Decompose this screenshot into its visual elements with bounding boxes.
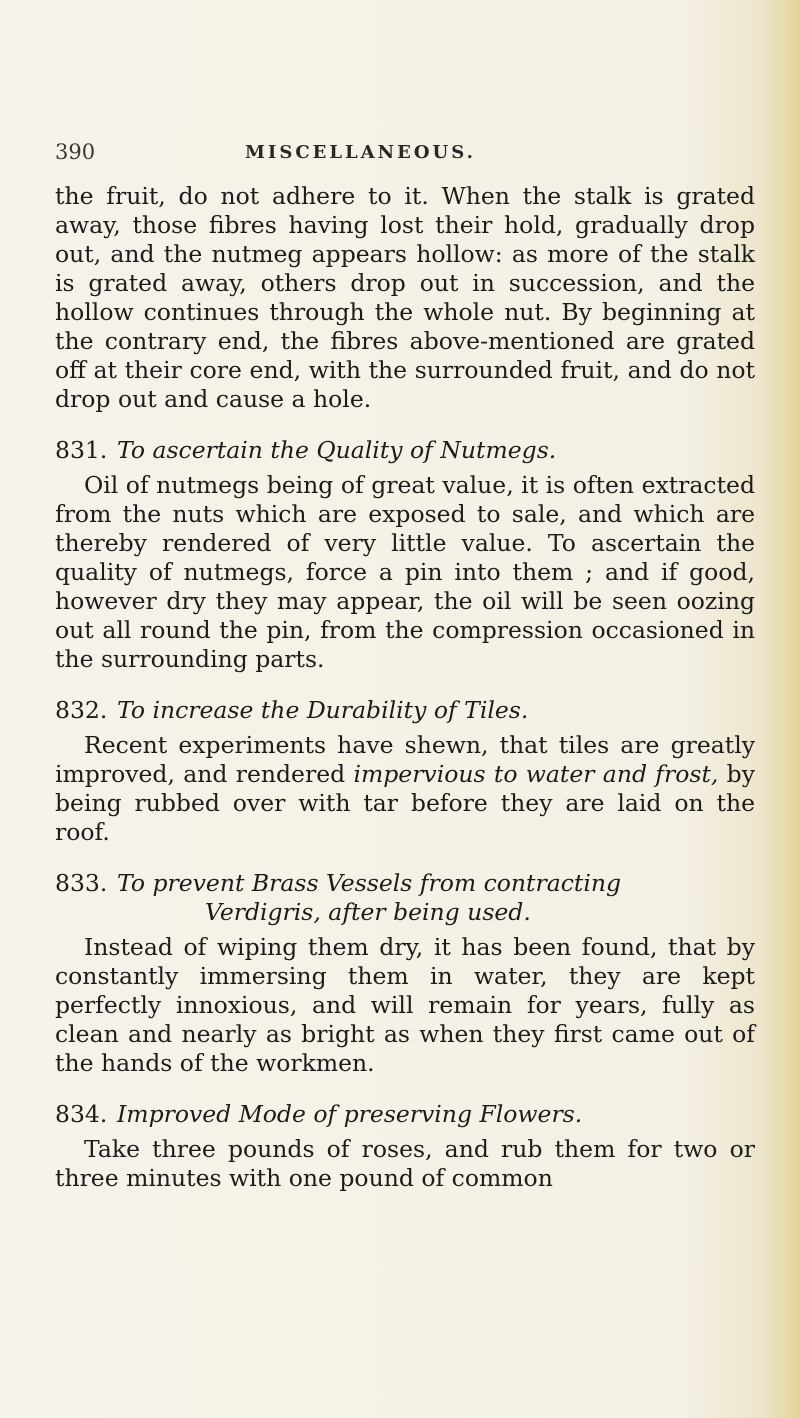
entry-heading (55, 436, 755, 465)
entry-834 (55, 1100, 755, 1193)
entry-body-italic: impervious to water and frost, (353, 760, 719, 788)
entry-831 (55, 436, 755, 674)
entry-heading (55, 1100, 755, 1129)
intro-paragraph: the fruit, do not adhere to it. When the stalk is grated away, those fibres having lost their hold, gradually drop out, and the nutmeg appears hollow: as more of the stalk is grated away, others drop out in succession, and the hollow continues through the whole nut. By beginning at the contrary end, the fibres above-mentioned are grated off at their core end, with the surrounded fruit, and do not drop out and cause a hole. (55, 182, 755, 413)
entry-832 (55, 696, 755, 847)
entry-body: Instead of wiping them dry, it has been found, that by constantly immersing them in water, they are kept perfectly innoxious, and will remain for years, fully as clean and nearly as bright as when they first came out of the hands of the workmen. (55, 933, 755, 1077)
entry-body-text-end: by being rubbed over with tar before they are laid on the roof. (55, 760, 755, 846)
entry-title: To ascertain the Quality of Nutmegs. (117, 436, 557, 464)
entry-number: 831. (55, 436, 108, 464)
running-head: MISCELLANEOUS. (245, 142, 476, 163)
entry-body (55, 731, 755, 847)
page-body (55, 182, 755, 1193)
entry-title: To prevent Brass Vessels from contracting (117, 869, 622, 897)
entry-body: Oil of nutmegs being of great value, it is often extracted from the nuts which are exposed to sale, and which are thereby rendered of very little value. To ascertain the quality of nutmegs, force a pin into them ; and if good, however dry they may appear, the oil will be seen oozing out all round the pin, from the compression occasioned in the surrounding parts. (55, 471, 755, 673)
entry-number: 834. (55, 1100, 108, 1128)
entry-body: Take three pounds of roses, and rub them for two or three minutes with one pound of common (55, 1135, 755, 1192)
entry-heading (55, 696, 755, 725)
entry-833 (55, 869, 755, 1078)
entry-title: Improved Mode of preserving Flowers. (117, 1100, 583, 1128)
page-number: 390 (55, 140, 96, 164)
entry-number: 832. (55, 696, 108, 724)
entry-heading (55, 869, 755, 927)
entry-title-continuation: Verdigris, after being used. (205, 898, 531, 926)
page-edge-discoloration (760, 0, 800, 1418)
entry-title: To increase the Durability of Tiles. (117, 696, 529, 724)
page-header (55, 140, 755, 170)
entry-number: 833. (55, 869, 108, 897)
entry-body-text: Recent experiments have shewn, that tiles are greatly improved, and rendered (55, 731, 755, 788)
